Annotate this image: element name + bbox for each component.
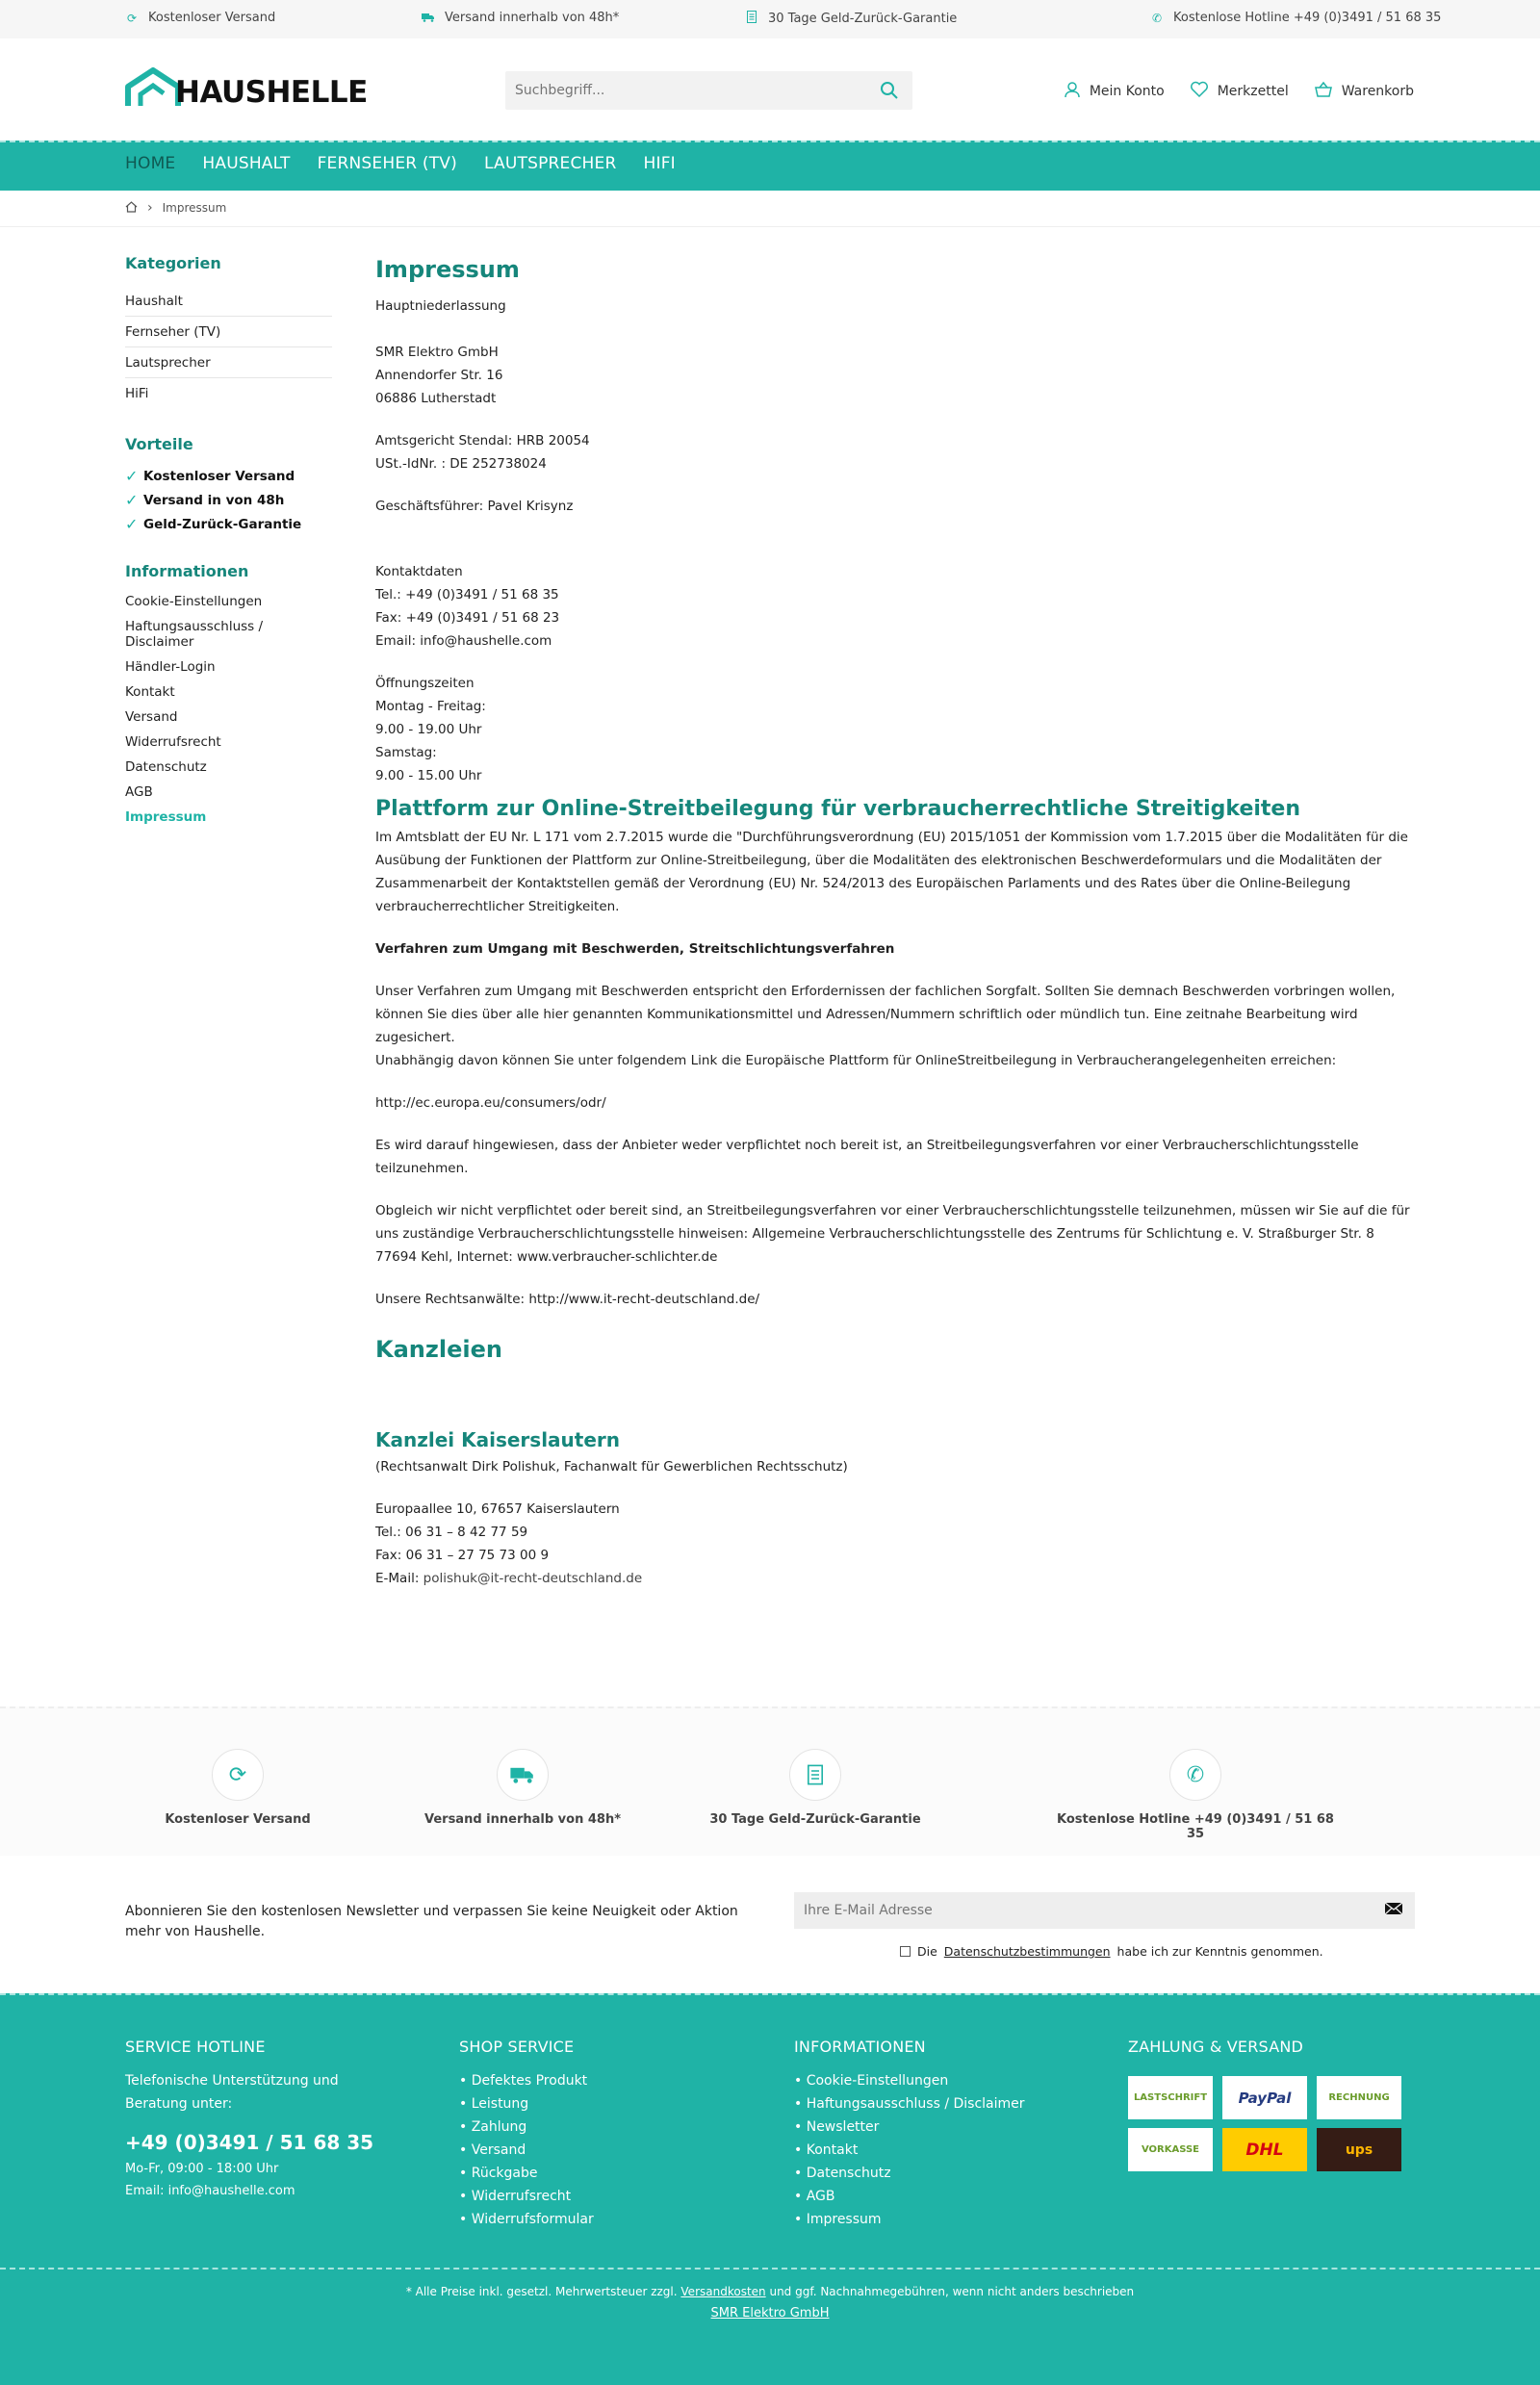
footer-email[interactable]: Email: info@haushelle.com — [125, 2184, 295, 2198]
firm-address: Europaallee 10, 67657 Kaiserslautern — [375, 1501, 620, 1517]
categories-title: Kategorien — [125, 254, 221, 272]
footer-link[interactable]: • Newsletter — [794, 2119, 880, 2135]
footer-link[interactable]: • Haftungsausschluss / Disclaimer — [794, 2096, 1025, 2112]
firm-fax: Fax: 06 31 – 27 75 73 00 9 — [375, 1548, 550, 1563]
firm-email: E-Mail: polishuk@it-recht-deutschland.de — [375, 1571, 643, 1586]
city: 06886 Lutherstadt — [375, 391, 497, 406]
feature-bar — [0, 1706, 1540, 1856]
obligation-text: Obgleich wir nicht verpflichtet oder bereit sind, an Streitbeilegungsverfahren vor einer Verbraucherschlichtungsstelle teilzunehmen, müssen wir Sie auf die für uns zuständige Verbraucherschlichtungsstelle hinweisen: Allgemeine Verbraucherschlichtungsstelle des Zentrums für Schlichtung e. V. Straßburger Str. 8 77694 Kehl, Internet: www.verbraucher-schlichter.de — [375, 1203, 1410, 1265]
info-list — [125, 594, 332, 825]
company-link[interactable]: SMR Elektro GmbH — [710, 2306, 830, 2321]
advantage-item: ✓ Kostenloser Versand — [125, 467, 295, 485]
send-mail-icon[interactable] — [1384, 1900, 1403, 1920]
odr-text: Im Amtsblatt der EU Nr. L 171 vom 2.7.2015 wurde die "Durchführungsverordnung (EU) 2015/1051 der Kommission vom 1.7.2015 über die Modalitäten für die Ausübung der Funktionen der Plattform zur Online-Streitbeilegung, über die Modalitäten des elektronischen Beschwerdeformulars und die Modalitäten der Zusammenarbeit der Kontaktstellen gemäß der Verordnung (EU) Nr. 524/2013 des Europäischen Parlaments und des Rates über die Online-Beilegung verbraucherrechtlicher Streitigkeiten. — [375, 830, 1408, 914]
nav-hifi[interactable]: HIFI — [643, 154, 676, 173]
breadcrumb — [0, 191, 1540, 227]
notice-text: Es wird darauf hingewiesen, dass der Anbieter weder verpflichtet noch bereit ist, an Streitbeilegungsverfahren vor einer Verbraucherschlichtungsstelle teilzunehmen. — [375, 1138, 1359, 1176]
truck-icon — [497, 1749, 549, 1801]
search-box — [505, 71, 912, 110]
user-icon — [1064, 81, 1081, 102]
firm-email-link[interactable]: polishuk@it-recht-deutschland.de — [423, 1571, 643, 1586]
ups-logo: ups — [1317, 2128, 1401, 2171]
document-icon — [789, 1749, 841, 1801]
rechnung-logo: RECHNUNG — [1317, 2076, 1401, 2119]
hours-weekdays: Montag - Freitag: — [375, 699, 486, 714]
contact-title: Kontaktdaten — [375, 564, 463, 579]
footer-link[interactable]: • Datenschutz — [794, 2166, 891, 2181]
vorkasse-logo: VORKASSE — [1128, 2128, 1213, 2171]
footer-bottom — [0, 2268, 1540, 2385]
phone-icon: ✆ — [1151, 11, 1163, 25]
procedure-title: Verfahren zum Umgang mit Beschwerden, Streitschlichtungsverfahren — [375, 941, 895, 957]
sidebar-item-disclaimer[interactable]: Haftungsausschluss / Disclaimer — [125, 619, 264, 650]
sidebar-item-contact[interactable]: Kontakt — [125, 684, 175, 700]
feature-guarantee: 30 Tage Geld-Zurück-Garantie — [671, 1749, 960, 1827]
cart-link[interactable]: Warenkorb — [1314, 81, 1414, 102]
footer-link[interactable]: • Widerrufsformular — [459, 2212, 594, 2227]
top-bar — [0, 0, 1540, 38]
home-icon[interactable] — [125, 201, 138, 216]
nav-home[interactable]: HOME — [125, 154, 176, 173]
category-list — [125, 286, 332, 408]
sidebar — [125, 254, 332, 834]
newsletter-text: Abonnieren Sie den kostenlosen Newsletter und verpassen Sie keine Neuigkeit oder Aktion mehr von Haushelle. — [125, 1904, 738, 1939]
consent-checkbox[interactable] — [900, 1946, 911, 1957]
footer-shop-service: SHOP SERVICE • Defektes Produkt • Leistung • Zahlung • Versand • Rückgabe • Widerrufsrecht • Widerrufsformular — [459, 2038, 767, 2231]
info-title: Informationen — [125, 562, 249, 580]
feature-delivery: Versand innerhalb von 48h* — [378, 1749, 667, 1827]
search-input[interactable] — [505, 71, 852, 110]
contact-tel: Tel.: +49 (0)3491 / 51 68 35 — [375, 587, 559, 603]
sidebar-item-impressum[interactable]: Impressum — [125, 809, 207, 825]
sidebar-item-agb[interactable]: AGB — [125, 784, 153, 800]
footer-information: INFORMATIONEN • Cookie-Einstellungen • Haftungsausschluss / Disclaimer • Newsletter • Kontakt • Datenschutz • AGB • Impressum — [794, 2038, 1102, 2231]
logo[interactable]: HAUSHELLE — [125, 67, 368, 108]
contact-fax: Fax: +49 (0)3491 / 51 68 23 — [375, 610, 560, 626]
sidebar-item-withdrawal[interactable]: Widerrufsrecht — [125, 734, 221, 750]
advantage-item: ✓ Geld-Zurück-Garantie — [125, 515, 302, 533]
footer-payment: ZAHLUNG & VERSAND LASTSCHRIFT PayPal RECHNUNG VORKASSE DHL ups — [1128, 2038, 1415, 2230]
checkmark-icon: ✓ — [125, 515, 139, 533]
wishlist-link[interactable]: Merkzettel — [1190, 81, 1289, 102]
topbar-hotline[interactable]: ✆ Kostenlose Hotline +49 (0)3491 / 51 68 35 — [1151, 11, 1442, 25]
vat-notice: * Alle Preise inkl. gesetzl. Mehrwertsteuer zzgl. Versandkosten und ggf. Nachnahmegebühren, wenn nicht anders beschrieben — [405, 2285, 1135, 2298]
house-logo-icon — [125, 67, 181, 108]
sidebar-item-fernseher[interactable]: Fernseher (TV) — [125, 317, 332, 347]
privacy-consent: Die Datenschutzbestimmungen habe ich zur Kenntnis genommen. — [900, 1944, 1323, 1959]
shipping-costs-link[interactable]: Versandkosten — [680, 2285, 766, 2298]
sidebar-item-dealer-login[interactable]: Händler-Login — [125, 659, 216, 675]
advantage-item: ✓ Versand in von 48h — [125, 491, 285, 509]
hours-weekdays-time: 9.00 - 19.00 Uhr — [375, 722, 482, 737]
basket-icon — [1314, 81, 1333, 102]
checkmark-icon: ✓ — [125, 467, 139, 485]
company-name: SMR Elektro GmbH — [375, 345, 499, 360]
refresh-icon: ⟳ — [126, 11, 138, 25]
feature-shipping: ⟳ Kostenloser Versand — [93, 1749, 382, 1827]
hours-saturday: Samstag: — [375, 745, 437, 760]
footer-link[interactable]: • Impressum — [794, 2212, 882, 2227]
sidebar-item-shipping[interactable]: Versand — [125, 709, 178, 725]
sidebar-item-cookie[interactable]: Cookie-Einstellungen — [125, 594, 263, 609]
refresh-icon: ⟳ — [212, 1749, 264, 1801]
heart-icon — [1190, 81, 1209, 102]
dhl-logo: DHL — [1222, 2128, 1307, 2171]
chevron-right-icon: › — [147, 200, 153, 216]
footer-link[interactable]: • Cookie-Einstellungen — [794, 2073, 949, 2089]
footer-link[interactable]: • Versand — [459, 2142, 526, 2158]
footer-link[interactable]: • AGB — [794, 2189, 835, 2204]
firm-lawyer: (Rechtsanwalt Dirk Polishuk, Fachanwalt für Gewerblichen Rechtsschutz) — [375, 1459, 848, 1475]
checkmark-icon: ✓ — [125, 491, 139, 509]
advantages-list — [125, 467, 332, 533]
topbar-guarantee: 30 Tage Geld-Zurück-Garantie — [745, 11, 957, 26]
search-icon[interactable] — [880, 81, 901, 102]
topbar-delivery: Versand innerhalb von 48h* — [422, 11, 619, 25]
vat-id: USt.-IdNr. : DE 252738024 — [375, 456, 547, 472]
sidebar-item-lautsprecher[interactable]: Lautsprecher — [125, 347, 332, 378]
advantages-title: Vorteile — [125, 435, 193, 453]
truck-icon — [422, 12, 435, 25]
hotline-number[interactable]: +49 (0)3491 / 51 68 35 — [125, 2131, 374, 2154]
platform-link[interactable]: http://ec.europa.eu/consumers/odr/ — [375, 1095, 606, 1111]
main-content — [375, 252, 1415, 1590]
privacy-link[interactable]: Datenschutzbestimmungen — [943, 1944, 1111, 1959]
footer-link[interactable]: • Zahlung — [459, 2119, 527, 2135]
page-title: Impressum — [375, 256, 520, 283]
newsletter-email-input[interactable] — [794, 1892, 1333, 1929]
contact-email[interactable]: Email: info@haushelle.com — [375, 633, 552, 649]
ceo: Geschäftsführer: Pavel Krisynz — [375, 499, 574, 514]
nav-lautsprecher[interactable]: LAUTSPRECHER — [483, 154, 617, 173]
odr-title: Plattform zur Online-Streitbeilegung für verbraucherrechtliche Streitigkeiten — [375, 797, 1301, 821]
street: Annendorfer Str. 16 — [375, 368, 503, 383]
firms-title: Kanzleien — [375, 1336, 502, 1363]
hours-title: Öffnungszeiten — [375, 676, 475, 691]
footer-link[interactable]: • Rückgabe — [459, 2166, 538, 2181]
procedure-text: Unser Verfahren zum Umgang mit Beschwerden entspricht den Erfordernissen der fachlichen Sorgfalt. Sollten Sie demnach Beschwerden vorbringen wollen, können Sie dies über alle hier genannten Kommunikationsmittel und Adressen/Nummern schriftlich oder mündlich tun. Eine zeitnahe Bearbeitung wird zugesichert. — [375, 984, 1396, 1045]
sidebar-item-privacy[interactable]: Datenschutz — [125, 759, 207, 775]
hours-saturday-time: 9.00 - 15.00 Uhr — [375, 768, 482, 783]
header-actions — [1064, 81, 1414, 102]
court-register: Amtsgericht Stendal: HRB 20054 — [375, 433, 590, 449]
nav-fernseher[interactable]: FERNSEHER (TV) — [317, 154, 457, 173]
nav-haushalt[interactable]: HAUSHALT — [202, 154, 291, 173]
newsletter-form — [794, 1892, 1415, 1929]
main-nav — [0, 141, 1540, 191]
footer-link[interactable]: • Kontakt — [794, 2142, 859, 2158]
feature-hotline: ✆ Kostenlose Hotline +49 (0)3491 / 51 68 35 — [1051, 1749, 1340, 1841]
sidebar-item-hifi[interactable]: HiFi — [125, 386, 149, 401]
platform-text: Unabhängig davon können Sie unter folgendem Link die Europäische Plattform für OnlineStreitbeilegung in Verbraucherangelegenheiten erreichen: — [375, 1053, 1337, 1068]
sidebar-item-haushalt[interactable]: Haushalt — [125, 286, 332, 317]
hq-label: Hauptniederlassung — [375, 298, 506, 314]
footer-link[interactable]: • Defektes Produkt — [459, 2073, 588, 2089]
phone-icon: ✆ — [1169, 1749, 1221, 1801]
footer-link[interactable]: • Leistung — [459, 2096, 529, 2112]
topbar-shipping: ⟳ Kostenloser Versand — [126, 11, 276, 25]
paypal-logo: PayPal — [1222, 2076, 1307, 2119]
footer-link[interactable]: • Widerrufsrecht — [459, 2189, 572, 2204]
lastschrift-logo: LASTSCHRIFT — [1128, 2076, 1213, 2119]
footer — [0, 1993, 1540, 2268]
account-link[interactable]: Mein Konto — [1064, 81, 1165, 102]
firm-name: Kanzlei Kaiserslautern — [375, 1428, 621, 1451]
header — [0, 38, 1540, 141]
newsletter — [0, 1856, 1540, 1993]
lawyers-link[interactable]: Unsere Rechtsanwälte: http://www.it-recht-deutschland.de/ — [375, 1292, 760, 1307]
footer-hotline: SERVICE HOTLINE Telefonische Unterstützung und Beratung unter: +49 (0)3491 / 51 68 35 Mo-Fr, 09:00 - 18:00 Uhr Email: info@haushelle.com — [125, 2038, 404, 2202]
document-icon — [745, 11, 758, 26]
breadcrumb-current[interactable]: Impressum — [162, 201, 227, 215]
firm-tel: Tel.: 06 31 – 8 42 77 59 — [375, 1525, 528, 1540]
